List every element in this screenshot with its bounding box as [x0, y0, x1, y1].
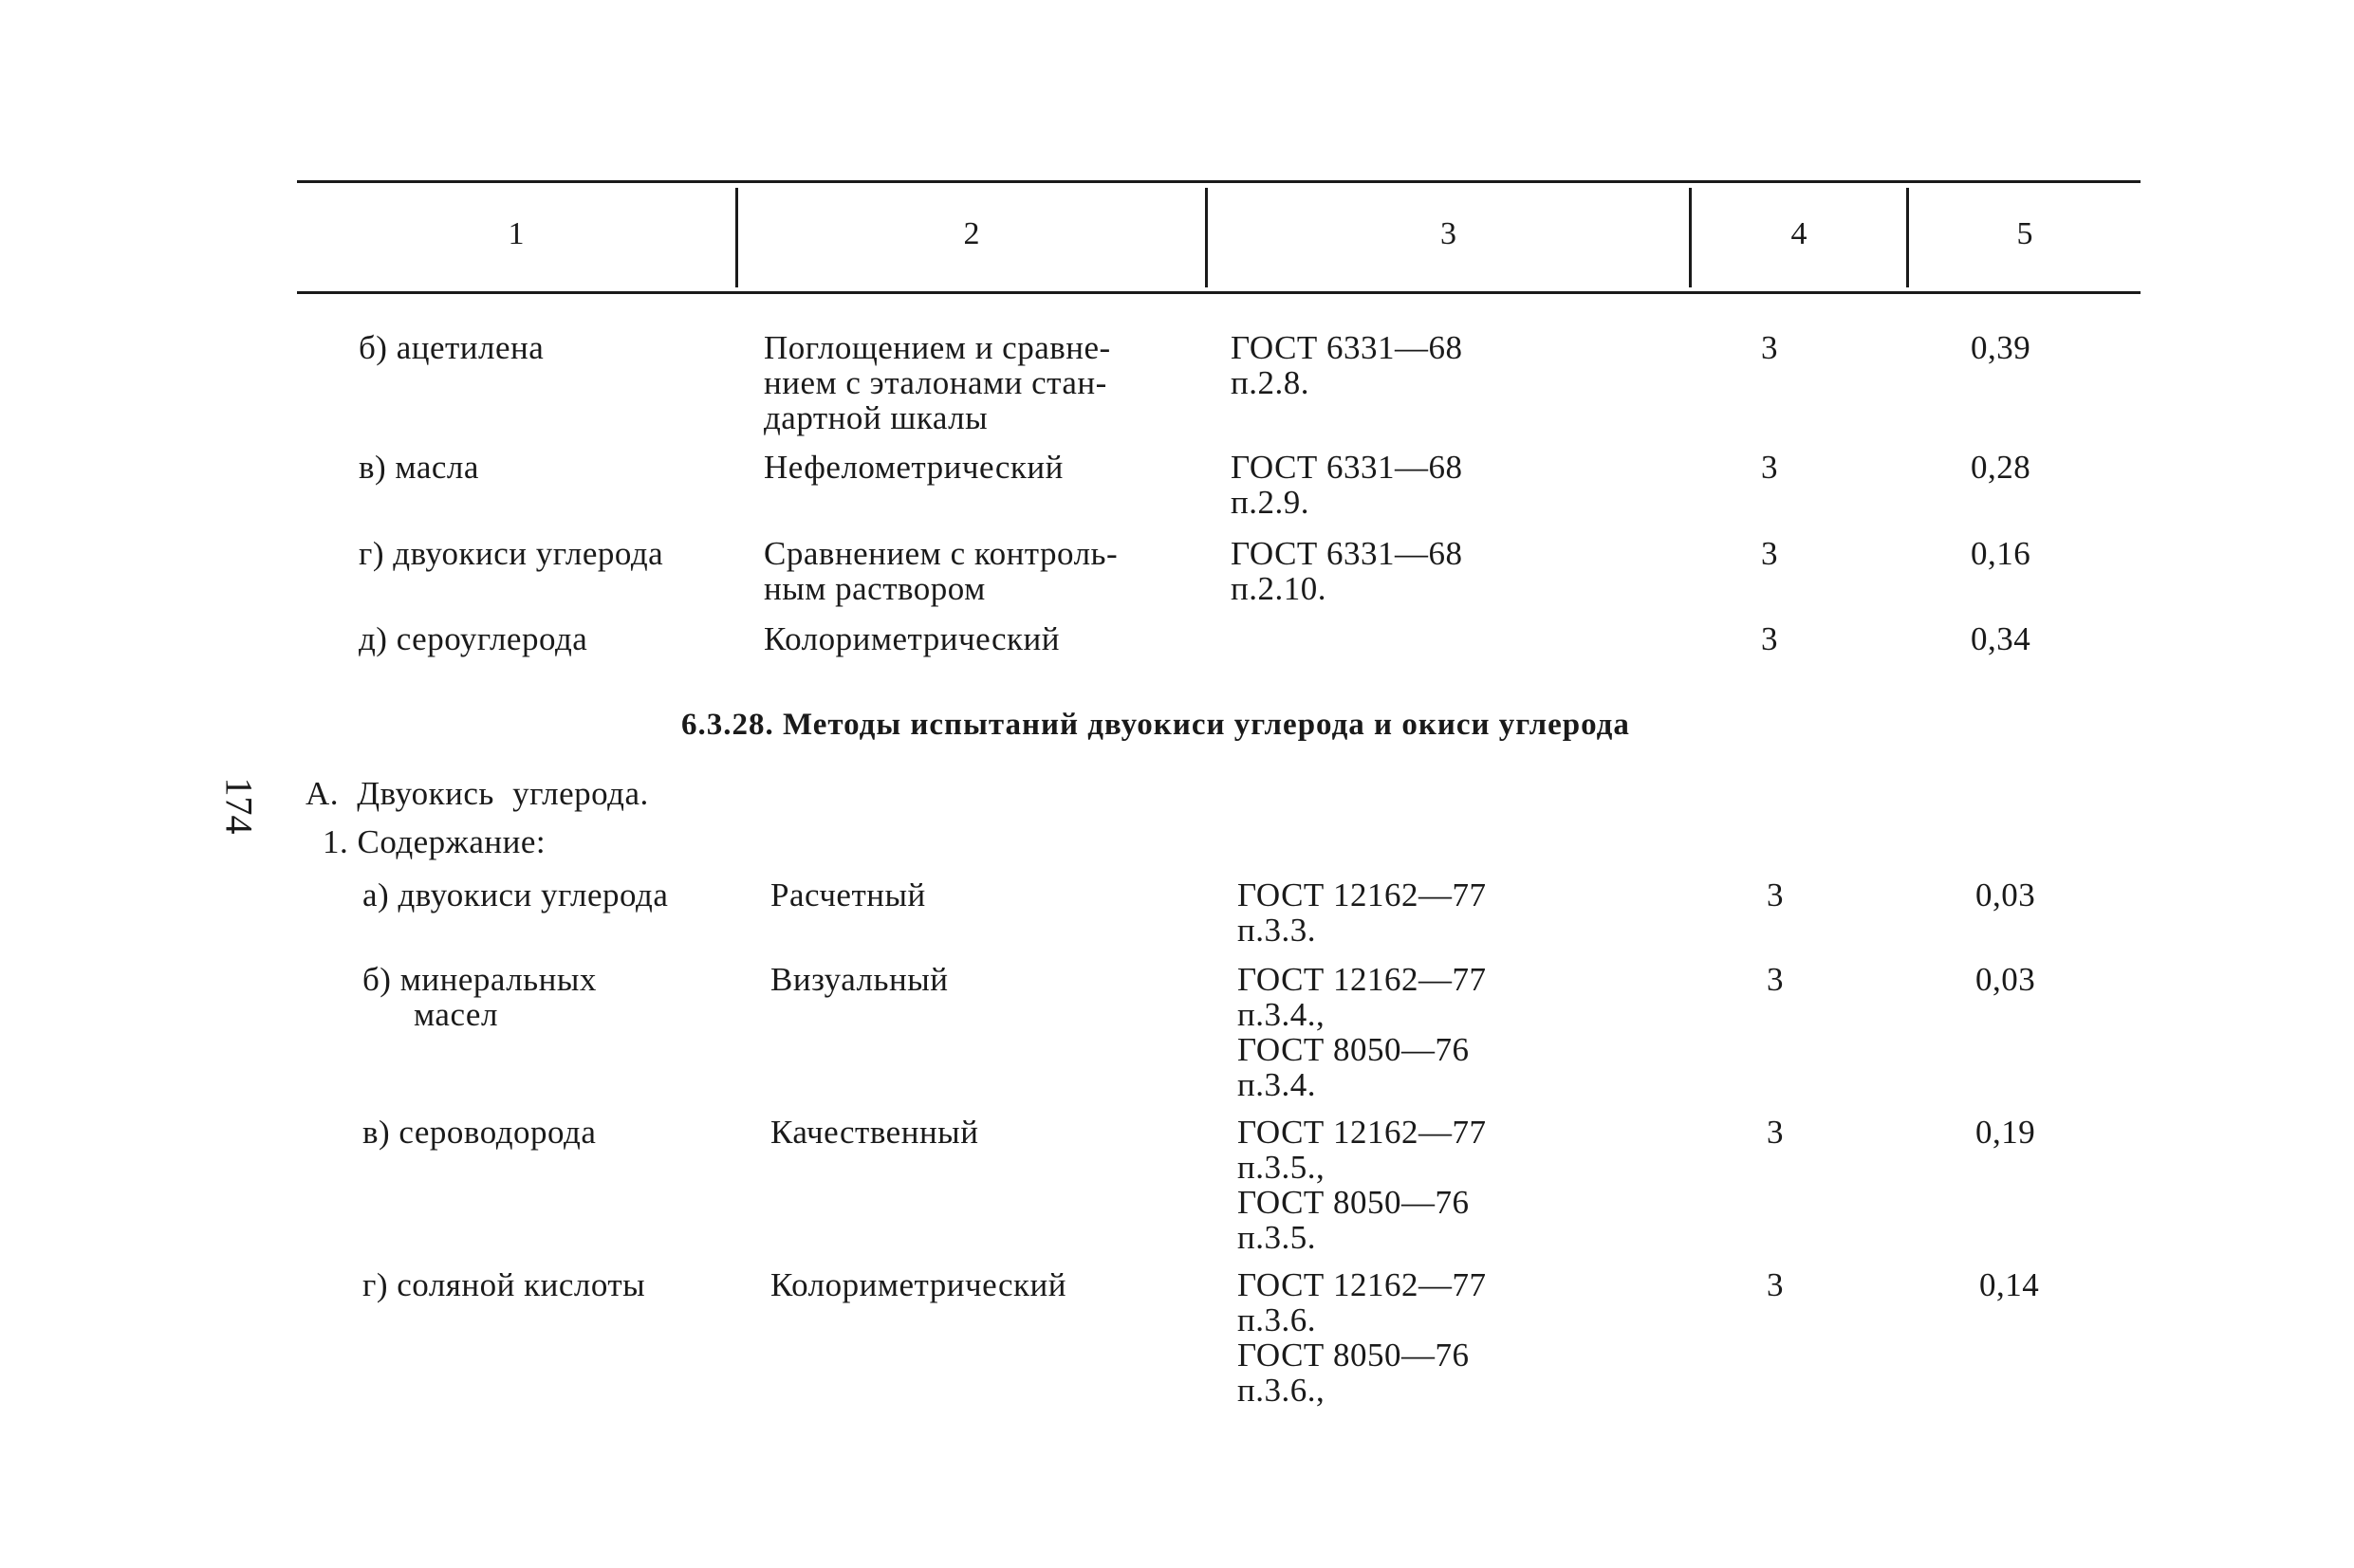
row-standard: ГОСТ 12162—77 п.3.4., ГОСТ 8050—76 п.3.4. [1237, 961, 1487, 1103]
row-label: а) двуокиси углерода [362, 876, 669, 913]
row-col4: 3 [1767, 1266, 1784, 1303]
row-col5: 0,03 [1975, 876, 2036, 913]
column-header-5: 5 [2016, 216, 2033, 251]
row-method: Колориметрический [764, 620, 1060, 657]
row-col4: 3 [1767, 1114, 1784, 1151]
row-method: Качественный [770, 1114, 979, 1151]
subsection-item: 1. Содержание: [323, 823, 547, 860]
row-col5: 0,34 [1971, 620, 2031, 657]
row-label: г) двуокиси углерода [359, 535, 664, 572]
column-header-2: 2 [963, 216, 980, 251]
row-label: в) масла [359, 449, 479, 486]
subsection-title: А. Двуокись углерода. [306, 775, 649, 812]
column-header-1: 1 [508, 216, 525, 251]
row-col5: 0,03 [1975, 961, 2036, 998]
row-label: б) ацетилена [359, 329, 545, 366]
row-label: г) соляной кислоты [362, 1266, 646, 1303]
column-header-3: 3 [1440, 216, 1456, 251]
row-standard: ГОСТ 6331—68 п.2.8. [1231, 329, 1463, 401]
row-standard: ГОСТ 12162—77 п.3.3. [1237, 876, 1487, 949]
row-col5: 0,28 [1971, 449, 2031, 486]
row-method: Колориметрический [770, 1266, 1066, 1303]
row-method: Нефелометрический [764, 449, 1064, 486]
table-header-bottom-rule [297, 291, 2141, 294]
row-method: Визуальный [770, 961, 949, 998]
row-col4: 3 [1761, 620, 1778, 657]
row-col4: 3 [1761, 329, 1778, 366]
row-standard: ГОСТ 6331—68 п.2.10. [1231, 535, 1463, 607]
row-col4: 3 [1767, 876, 1784, 913]
row-col4: 3 [1761, 449, 1778, 486]
row-standard: ГОСТ 6331—68 п.2.9. [1231, 449, 1463, 521]
row-col5: 0,14 [1979, 1266, 2040, 1303]
table-top-rule [297, 180, 2141, 183]
row-method: Сравнением с контроль- ным раствором [764, 535, 1119, 607]
row-col5: 0,16 [1971, 535, 2031, 572]
column-header-4: 4 [1790, 216, 1807, 251]
row-col4: 3 [1761, 535, 1778, 572]
row-standard: ГОСТ 12162—77 п.3.6. ГОСТ 8050—76 п.3.6., [1237, 1266, 1487, 1409]
row-col4: 3 [1767, 961, 1784, 998]
section-heading: 6.3.28. Методы испытаний двуокиси углерода и окиси углерода [681, 708, 1630, 742]
row-label: в) сероводорода [362, 1114, 597, 1151]
row-label: д) сероуглерода [359, 620, 588, 657]
row-standard: ГОСТ 12162—77 п.3.5., ГОСТ 8050—76 п.3.5. [1237, 1114, 1487, 1256]
row-method: Поглощением и сравне- нием с эталонами стан- дартной шкалы [764, 329, 1111, 436]
row-col5: 0,39 [1971, 329, 2031, 366]
row-method: Расчетный [770, 876, 926, 913]
page-number: 174 [217, 777, 261, 835]
row-col5: 0,19 [1975, 1114, 2036, 1151]
row-label: б) минеральных масел [362, 961, 597, 1033]
